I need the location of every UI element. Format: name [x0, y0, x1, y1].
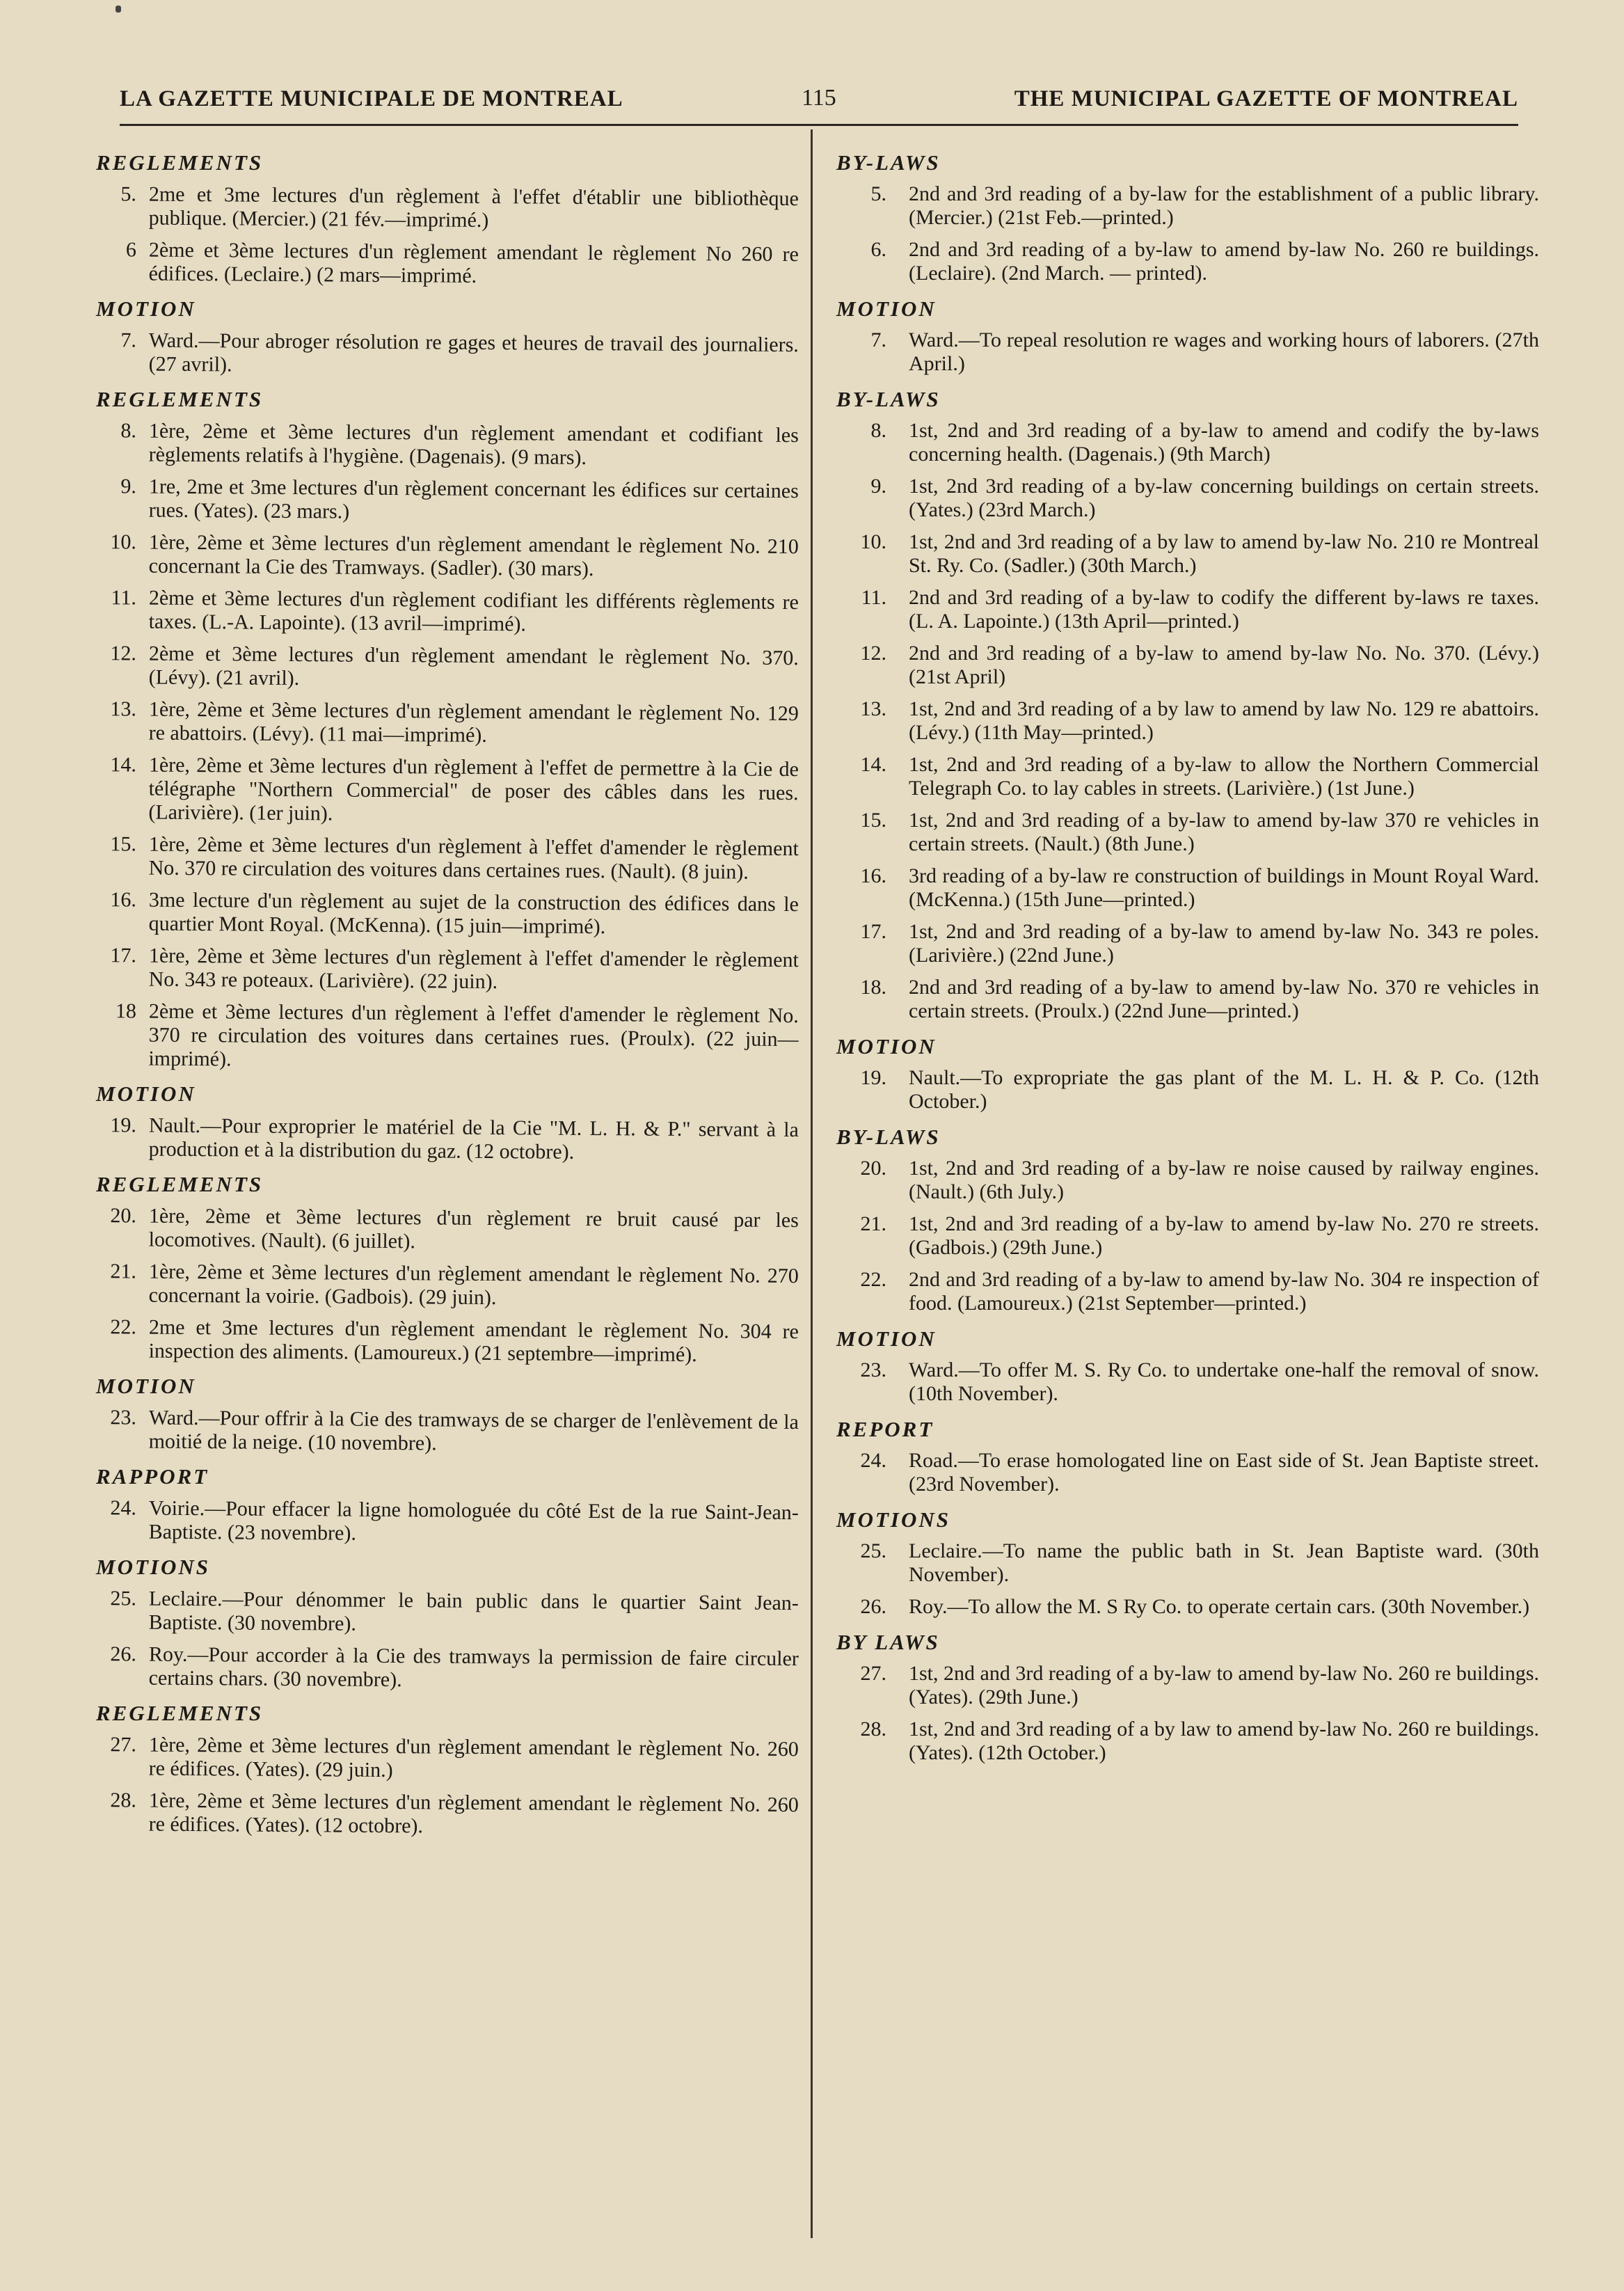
- english-agenda-item: [829, 1539, 1539, 1587]
- item-number: 28.: [860, 1718, 886, 1741]
- french-section-heading: MOTION: [96, 1374, 196, 1398]
- item-number: 19.: [860, 1066, 886, 1089]
- item-text: 2ème et 3ème lectures d'un règlement à l'effet d'amender le règlement No. 370 re circulation des voitures dans certaines rues. (Proulx). (22 juin—imprimé).: [148, 999, 799, 1071]
- item-number: 16.: [860, 864, 886, 887]
- item-number: 23.: [110, 1406, 136, 1429]
- item-text: 1ère, 2ème et 3ème lectures d'un règlement amendant le règlement No. 270 concernant la voirie. (Gadbois). (29 juin).: [148, 1260, 799, 1310]
- french-agenda-item: [89, 530, 799, 582]
- item-number: 6.: [870, 238, 886, 261]
- english-agenda-item: [829, 419, 1539, 466]
- english-agenda-item: [829, 1358, 1539, 1406]
- english-agenda-item: [829, 1268, 1539, 1315]
- item-text: 2ème et 3ème lectures d'un règlement codifiant les différents règlements re taxes. (L.-A. Lapointe). (13 avril—imprimé).: [148, 586, 799, 636]
- french-agenda-item: [89, 1587, 799, 1639]
- english-agenda-item: [829, 920, 1539, 967]
- item-number: 28.: [110, 1789, 136, 1812]
- french-agenda-item: [89, 328, 799, 381]
- item-number: 5.: [870, 182, 886, 205]
- item-number: 8.: [870, 419, 886, 442]
- item-text: 1st, 2nd 3rd reading of a by-law concerning buildings on certain streets. (Yates.) (23rd March.): [909, 475, 1539, 521]
- english-agenda-item: [829, 1212, 1539, 1260]
- item-text: 2nd and 3rd reading of a by-law to amend by-law No. 370 re vehicles in certain streets. (Proulx.) (22nd June—printed.): [909, 976, 1539, 1022]
- english-agenda-item: [829, 642, 1539, 689]
- item-number: 24.: [860, 1449, 886, 1472]
- english-agenda-item: [829, 697, 1539, 745]
- item-text: Nault.—To expropriate the gas plant of the M. L. H. & P. Co. (12th October.): [909, 1066, 1539, 1113]
- english-column: [829, 139, 1539, 1773]
- item-text: Road.—To erase homologated line on East side of St. Jean Baptiste street. (23rd November).: [909, 1449, 1539, 1496]
- item-number: 14.: [110, 753, 136, 777]
- item-text: 3me lecture d'un règlement au sujet de la construction des édifices dans le quartier Mont Royal. (McKenna). (15 juin—imprimé).: [148, 888, 799, 939]
- french-agenda-item: [89, 419, 799, 471]
- english-section-heading: REPORT: [836, 1417, 934, 1441]
- item-text: 1ère, 2ème et 3ème lectures d'un règlement à l'effet d'amender le règlement No. 370 re circulation des voitures dans certaines rues. (Nault). (8 juin).: [148, 832, 799, 884]
- french-section-heading: MOTIONS: [96, 1555, 210, 1579]
- item-text: 1st, 2nd and 3rd reading of a by-law to amend by-law No. 343 re poles. (Larivière.) (22nd June.): [909, 920, 1539, 967]
- french-agenda-item: [89, 238, 799, 290]
- english-agenda-item: [829, 182, 1539, 230]
- french-section-heading: REGLEMENTS: [96, 1701, 264, 1725]
- french-section-heading: REGLEMENTS: [96, 1172, 264, 1196]
- item-number: 15.: [860, 809, 886, 832]
- english-section-heading: MOTION: [836, 1034, 937, 1059]
- item-number: 10.: [860, 530, 886, 553]
- item-number: 12.: [110, 642, 136, 665]
- french-agenda-item: [89, 1733, 799, 1785]
- item-text: 1re, 2me et 3me lectures d'un règlement concernant les édifices sur certaines rues. (Yates). (23 mars.): [148, 475, 799, 523]
- french-agenda-item: [89, 697, 799, 750]
- french-agenda-item: [88, 999, 799, 1075]
- english-agenda-item: [829, 1662, 1539, 1709]
- item-text: 1ère, 2ème et 3ème lectures d'un règlement à l'effet de permettre à la Cie de télégraphe "Northern Commercial" de poser des câbles dans les rues. (Larivière). (1er juin).: [148, 753, 799, 825]
- english-section-heading: MOTION: [836, 1326, 937, 1351]
- header-english-title: THE MUNICIPAL GAZETTE OF MONTREAL: [1014, 86, 1518, 111]
- french-agenda-item: [89, 1789, 799, 1841]
- item-text: 2me et 3me lectures d'un règlement amendant le règlement No. 304 re inspection des aliments. (Lamoureux.) (21 septembre—imprimé).: [148, 1315, 799, 1367]
- item-text: Roy.—To allow the M. S Ry Co. to operate certain cars. (30th November.): [909, 1595, 1530, 1618]
- item-text: 3rd reading of a by-law re construction of buildings in Mount Royal Ward. (McKenna.) (15th June—printed.): [909, 864, 1539, 911]
- item-number: 27.: [860, 1662, 886, 1685]
- item-number: 13.: [110, 697, 136, 721]
- english-section-heading: BY LAWS: [836, 1630, 940, 1654]
- english-agenda-item: [829, 530, 1539, 578]
- item-number: 26.: [110, 1642, 136, 1666]
- english-section-heading: MOTIONS: [836, 1507, 950, 1532]
- item-text: 1st, 2nd and 3rd reading of a by-law to amend by-law 370 re vehicles in certain streets. (Nault.) (8th June.): [909, 809, 1539, 855]
- item-number: 14.: [860, 753, 886, 776]
- french-agenda-item: [88, 753, 799, 829]
- item-number: 16.: [110, 888, 136, 912]
- item-text: 2nd and 3rd reading of a by-law to codify the different by-laws re taxes. (L. A. Lapointe.) (13th April—printed.): [909, 586, 1539, 633]
- english-section-heading: BY-LAWS: [836, 387, 941, 411]
- french-agenda-item: [89, 475, 799, 527]
- item-number: 20.: [110, 1204, 136, 1228]
- item-number: 24.: [110, 1496, 136, 1520]
- english-agenda-item: [829, 1157, 1539, 1204]
- item-number: 15.: [110, 832, 136, 856]
- item-text: Ward.—To offer M. S. Ry Co. to undertake one-half the removal of snow. (10th November).: [909, 1358, 1539, 1405]
- header-french-title: LA GAZETTE MUNICIPALE DE MONTREAL: [120, 86, 623, 111]
- item-text: Nault.—Pour exproprier le matériel de la Cie "M. L. H. & P." servant à la production et à la distribution du gaz. (12 octobre).: [148, 1113, 799, 1164]
- page-header: [120, 82, 1518, 126]
- english-agenda-item: [829, 586, 1539, 633]
- item-text: Voirie.—Pour effacer la ligne homologuée du côté Est de la rue Saint-Jean-Baptiste. (23 novembre).: [148, 1496, 799, 1545]
- english-agenda-item: [829, 238, 1539, 285]
- english-agenda-item: [829, 1718, 1539, 1765]
- french-agenda-item: [89, 1496, 799, 1548]
- french-section-heading: MOTION: [96, 296, 196, 321]
- item-text: 1ère, 2ème et 3ème lectures d'un règlement à l'effet d'amender le règlement No. 343 re poteaux. (Larivière). (22 juin).: [148, 944, 799, 994]
- english-section-heading: BY-LAWS: [836, 150, 941, 175]
- french-section-heading: RAPPORT: [96, 1464, 209, 1489]
- item-text: 2nd and 3rd reading of a by-law to amend by-law No. No. 370. (Lévy.) (21st April): [909, 642, 1539, 688]
- print-speck: [116, 6, 121, 13]
- english-agenda-item: [829, 328, 1539, 376]
- item-text: 1st, 2nd and 3rd reading of a by law to amend by-law No. 210 re Montreal St. Ry. Co. (Sadler.) (30th March.): [909, 530, 1539, 577]
- item-number: 21.: [110, 1260, 136, 1283]
- item-text: 1st, 2nd and 3rd reading of a by-law to amend by-law No. 270 re streets. (Gadbois.) (29th June.): [909, 1212, 1539, 1259]
- item-text: 1st, 2nd and 3rd reading of a by law to amend by-law No. 260 re buildings. (Yates). (12th October.): [909, 1718, 1539, 1764]
- item-number: 17.: [110, 944, 136, 967]
- item-number: 25.: [860, 1539, 886, 1562]
- item-number: 10.: [110, 530, 136, 554]
- column-divider: [811, 129, 813, 2238]
- item-text: Ward.—To repeal resolution re wages and working hours of laborers. (27th April.): [909, 328, 1539, 375]
- french-agenda-item: [89, 182, 799, 235]
- item-number: 7.: [870, 328, 886, 351]
- item-number: 6: [125, 238, 136, 262]
- item-number: 21.: [860, 1212, 886, 1235]
- english-agenda-item: [829, 976, 1539, 1023]
- page-number: 115: [802, 85, 836, 111]
- french-agenda-item: [89, 642, 799, 694]
- item-text: 2nd and 3rd reading of a by-law to amend by-law No. 304 re inspection of food. (Lamoureux.) (21st September—printed.): [909, 1268, 1539, 1315]
- french-section-heading: REGLEMENTS: [96, 387, 264, 411]
- french-agenda-item: [89, 1204, 799, 1256]
- english-section-heading: BY-LAWS: [836, 1125, 941, 1149]
- english-agenda-item: [829, 1595, 1539, 1619]
- item-number: 5.: [120, 182, 136, 206]
- item-text: 1ère, 2ème et 3ème lectures d'un règlement amendant le règlement No. 260 re édifices. (Yates). (29 juin.): [148, 1733, 799, 1782]
- item-number: 27.: [110, 1733, 136, 1757]
- item-text: Leclaire.—Pour dénommer le bain public dans le quartier Saint Jean-Baptiste. (30 novembre).: [148, 1587, 799, 1635]
- item-text: 1ère, 2ème et 3ème lectures d'un règlement amendant le règlement No. 260 re édifices. (Yates). (12 octobre).: [148, 1789, 799, 1838]
- english-agenda-item: [829, 753, 1539, 800]
- item-text: 1ère, 2ème et 3ème lectures d'un règlement re bruit causé par les locomotives. (Nault). (6 juillet).: [148, 1204, 799, 1253]
- item-text: 1st, 2nd and 3rd reading of a by-law to amend by-law No. 260 re buildings. (Yates). (29th June.): [909, 1662, 1539, 1709]
- french-column: [89, 139, 799, 1844]
- item-text: Roy.—Pour accorder à la Cie des tramways la permission de faire circuler certains chars. (30 novembre).: [148, 1642, 799, 1692]
- item-text: Ward.—Pour abroger résolution re gages et heures de travail des journaliers. (27 avril).: [148, 328, 799, 376]
- item-text: 2nd and 3rd reading of a by-law for the establishment of a public library. (Mercier.) (21st Feb.—printed.): [909, 182, 1539, 229]
- item-number: 11.: [861, 586, 886, 609]
- english-agenda-item: [829, 864, 1539, 912]
- item-number: 18.: [860, 976, 886, 999]
- item-number: 23.: [860, 1358, 886, 1381]
- french-agenda-item: [89, 1113, 799, 1166]
- item-number: 9.: [120, 475, 136, 498]
- item-text: 1st, 2nd and 3rd reading of a by law to amend by law No. 129 re abattoirs. (Lévy.) (11th May—printed.): [909, 697, 1539, 744]
- item-number: 13.: [860, 697, 886, 720]
- french-agenda-item: [89, 586, 799, 638]
- item-number: 26.: [860, 1595, 886, 1618]
- english-agenda-item: [829, 1449, 1539, 1496]
- item-number: 18: [115, 999, 136, 1023]
- item-text: 2me et 3me lectures d'un règlement à l'effet d'établir une bibliothèque publique. (Mercier.) (21 fév.—imprimé.): [148, 182, 799, 232]
- item-number: 8.: [120, 419, 136, 443]
- english-agenda-item: [829, 1066, 1539, 1113]
- item-text: 2nd and 3rd reading of a by-law to amend by-law No. 260 re buildings. (Leclaire). (2nd March. — printed).: [909, 238, 1539, 285]
- french-agenda-item: [89, 944, 799, 996]
- item-text: 1ère, 2ème et 3ème lectures d'un règlement amendant le règlement No. 210 concernant la Cie des Tramways. (Sadler). (30 mars).: [148, 530, 799, 581]
- item-text: 1st, 2nd and 3rd reading of a by-law re noise caused by railway engines. (Nault.) (6th July.): [909, 1157, 1539, 1203]
- item-number: 17.: [860, 920, 886, 943]
- item-text: 2ème et 3ème lectures d'un règlement amendant le règlement No. 370. (Lévy). (21 avril).: [148, 642, 799, 690]
- item-number: 11.: [111, 586, 136, 610]
- item-number: 25.: [110, 1587, 136, 1610]
- item-text: Ward.—Pour offrir à la Cie des tramways de se charger de l'enlèvement de la moitié de la neige. (10 novembre).: [148, 1406, 799, 1455]
- item-number: 12.: [860, 642, 886, 665]
- french-agenda-item: [89, 1642, 799, 1695]
- item-number: 19.: [110, 1113, 136, 1137]
- french-section-heading: MOTION: [96, 1081, 196, 1106]
- english-agenda-item: [829, 475, 1539, 522]
- english-agenda-item: [829, 809, 1539, 856]
- french-agenda-item: [89, 1406, 799, 1458]
- french-agenda-item: [89, 1260, 799, 1312]
- item-text: Leclaire.—To name the public bath in St. Jean Baptiste ward. (30th November).: [909, 1539, 1539, 1586]
- item-number: 22.: [860, 1268, 886, 1291]
- english-section-heading: MOTION: [836, 296, 937, 321]
- french-agenda-item: [89, 888, 799, 940]
- french-agenda-item: [89, 832, 799, 885]
- item-number: 7.: [120, 328, 136, 352]
- item-number: 9.: [870, 475, 886, 498]
- french-section-heading: REGLEMENTS: [96, 150, 264, 175]
- item-number: 20.: [860, 1157, 886, 1180]
- item-text: 1ère, 2ème et 3ème lectures d'un règlement amendant et codifiant les règlements relatifs à l'hygiène. (Dagenais). (9 mars).: [148, 419, 799, 469]
- item-number: 22.: [110, 1315, 136, 1339]
- item-text: 2ème et 3ème lectures d'un règlement amendant le règlement No 260 re édifices. (Leclaire.) (2 mars—imprimé.: [148, 238, 799, 287]
- item-text: 1st, 2nd and 3rd reading of a by-law to allow the Northern Commercial Telegraph Co. to lay cables in streets. (Larivière.) (1st June.): [909, 753, 1539, 800]
- item-text: 1st, 2nd and 3rd reading of a by-law to amend and codify the by-laws concerning health. (Dagenais.) (9th March): [909, 419, 1539, 466]
- french-agenda-item: [89, 1315, 799, 1368]
- item-text: 1ère, 2ème et 3ème lectures d'un règlement amendant le règlement No. 129 re abattoirs. (Lévy). (11 mai—imprimé).: [148, 697, 799, 747]
